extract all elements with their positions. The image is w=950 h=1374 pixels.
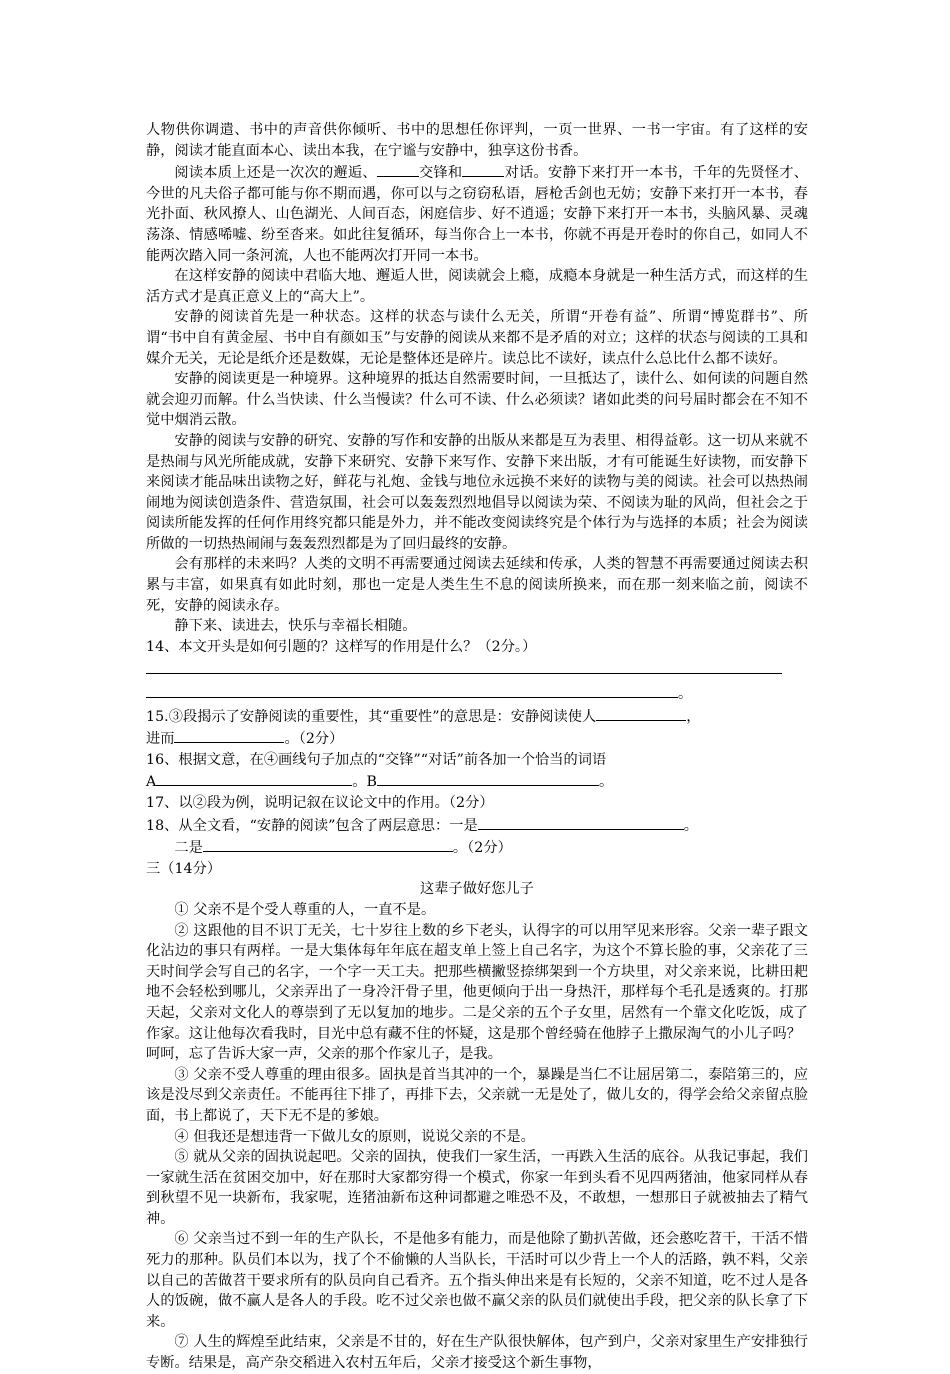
answer-line-14 (146, 657, 808, 681)
answer-line (146, 681, 678, 698)
essay-paragraph-9: 会有那样的未来吗？人类的文明不再需要通过阅读去延续和传承，人类的智慧不再需要通过阅读去积累与丰富，如果真有如此时刻，那也一定是人类生生不息的阅读所换来，而在那一刻来临之前，阅读不死，安静的阅读永存。 (146, 556, 808, 614)
answer-line-14b (146, 681, 808, 705)
question-15-score: 。（2分） (284, 731, 344, 748)
answer-line (146, 657, 782, 674)
story-paragraph-2: ② 这跟他的目不识丁无关，七十岁往上数的乡下老头，认得字的可以用罕见来形容。父亲一辈子跟文化沾边的事只有两样。一是大集体每年年底在超支单上签上自己名字，为这个不算长脸的事，父亲花了三天时间学会写自己的名字，一个字一天工夫。把那些横撇竖捺绑架到一个方块里，对父亲来说，比耕田耙地不会轻松到哪儿，父亲弄出了一身冷汗骨子里，他更倾向于出一身热汗，那样每个毛孔是透爽的。打那天起，父亲对文化人的尊崇到了无以复加的地步。二是父亲的五个子女里，居然有一个靠文化吃饭，成了作家。这让他每次看我时，目光中总有藏不住的怀疑，这是那个曾经骑在他脖子上撒尿淘气的小儿子吗？ (146, 922, 808, 1042)
option-a-label: A (146, 774, 157, 791)
period: 。 (599, 774, 614, 791)
question-16-answers (146, 770, 808, 793)
answer-blank-a (156, 770, 352, 786)
answer-blank (174, 727, 284, 743)
question-18-lead: 二是 (174, 840, 203, 857)
story-paragraph-7: ⑦ 人生的辉煌至此结束，父亲是不甘的，好在生产队很快解体，包产到户，父亲对家里生产安排独行专断。结果是，高产杂交稻进入农村五年后，父亲才接受这个新生事物， (146, 1334, 808, 1372)
essay-paragraph-4 (146, 161, 808, 266)
question-18-second (146, 836, 808, 859)
question-16: 16、根据文意，在④画线句子加点的“交锋”“对话”前各加一个恰当的词语 (146, 751, 607, 768)
document-page (146, 120, 808, 1374)
period: 。 (683, 817, 698, 834)
essay-paragraph-5: 在这样安静的阅读中君临大地、邂逅人世，阅读就会上瘾，成瘾本身就是一种生活方式，而这样的生活方式才是真正意义上的“高大上”。 (146, 268, 808, 305)
essay-paragraph-intro: 人物供你调遣、书中的声音供你倾听、书中的思想任你评判，一页一世界、一书一宇宙。有了这样的安静，阅读才能直面本心、读出本我，在宁谧与安静中，独享这份书香。 (146, 122, 808, 159)
essay-paragraph-4-end: 对话。安静下来打开一本书，千年的先贤怪才、今世的凡夫俗子都可能与你不期而遇，你可以与之窃窃私语，唇枪舌剑也无妨；安静下来打开一本书，春光扑面、秋风撩人、山色湖光、人间百态，闲庭信步、好不逍遥；安静下来打开一本书，头脑风暴、灵魂荡涤、情感唏嘘、纷至沓来。如此往复循环，每当你合上一本书，你就不再是开卷时的你自己，如同人不能两次踏入同一条河流，人也不能两次打开同一本书。 (146, 165, 808, 264)
essay-paragraph-4-start: 阅读本质上还是一次次的邂逅、 (174, 165, 377, 182)
question-15-text: 15.③段揭示了安静阅读的重要性，其“重要性”的意思是：安静阅读使人 (146, 708, 597, 725)
story-paragraph-4: ④ 但我还是想违背一下做儿女的原则，说说父亲的不是。 (174, 1128, 535, 1145)
answer-blank-b (377, 770, 599, 786)
option-b-label: 。B (352, 774, 378, 791)
answer-blank (203, 836, 453, 852)
story-paragraph-2b: 呵呵，忘了告诉大家一声，父亲的那个作家儿子，是我。 (146, 1046, 502, 1063)
essay-paragraph-10: 静下来、读进去，快乐与幸福长相随。 (174, 618, 417, 635)
question-17: 17、以②段为例，说明记叙在议论文中的作用。（2分） (146, 795, 494, 811)
blank-line (377, 161, 419, 177)
essay-paragraph-8: 安静的阅读与安静的研究、安静的写作和安静的出版从来都是互为表里、相得益彰。这一切从来就不是热闹与风光所能成就，安静下来研究、安静下来写作、安静下来出版，才有可能诞生好读物，而安静下来阅读才能品味出读物之好，鲜花与礼炮、金钱与地位永远换不来好的读物与美的阅读。社会可以热热闹闹地为阅读创造条件、营造氛围，社会可以轰轰烈烈地倡导以阅读为荣、不阅读为耻的风尚，但社会之于阅读所能发挥的任何作用终究都只能是外力，并不能改变阅读终究是个体行为与选择的本质；社会为阅读所做的一切热热闹闹与轰轰烈烈都是为了回归最终的安静。 (146, 432, 808, 552)
story-paragraph-5: ⑤ 就从父亲的固执说起吧。父亲的固执，使我们一家生活，一再跌入生活的底谷。从我记事起，我们一家就生活在贫困交加中，好在那时大家都穷得一个模式，你家一年到头看不见四两猪油，他家同样从春到秋望不见一块新布，我家呢，连猪油新布这种词都避之唯恐不及，不敢想，一想那日子就被抽去了精气神。 (146, 1149, 808, 1227)
section-3-heading: 三（14分） (146, 860, 222, 877)
story-paragraph-3: ③ 父亲不受人尊重的理由很多。固执是首当其冲的一个，暴躁是当仁不让屈居第二，泰陪第三的，应该是没尽到父亲责任。不能再往下排了，再排下去，父亲就一无是处了，做儿女的，得学会给父亲留点脸面，书上都说了，天下无不是的爹娘。 (146, 1066, 808, 1124)
essay-paragraph-7: 安静的阅读更是一种境界。这种境界的抵达自然需要时间，一旦抵达了，读什么、如何读的问题自然就会迎刃而解。什么当快读、什么当慢读？什么可不读、什么必须读？诸如此类的问号届时都会在不知不觉中烟消云散。 (146, 371, 808, 429)
question-14: 14、本文开头是如何引题的？这样写的作用是什么？（2分。） (146, 638, 537, 655)
story-title: 这辈子做好您儿子 (420, 881, 534, 898)
essay-paragraph-6: 安静的阅读首先是一种状态。这样的状态与读什么无关，所谓“开卷有益”、所谓“博览群书”、所谓“书中自有黄金屋、书中自有颜如玉”与安静的阅读从来都不是矛盾的对立；这样的状态与阅读的工具和媒介无关，无论是纸介还是数媒，无论是整体还是碎片。读总比不读好，读点什么总比什么都不读好。 (146, 309, 808, 367)
question-15-cont (146, 727, 808, 750)
answer-blank (596, 705, 686, 721)
answer-blank (478, 814, 684, 830)
story-paragraph-1: ① 父亲不是个受人尊重的人，一直不是。 (174, 901, 436, 918)
blank-line (462, 161, 504, 177)
question-15 (146, 705, 808, 728)
period: 。 (678, 686, 693, 703)
comma: ， (686, 708, 701, 725)
essay-paragraph-4-mid: 交锋和 (418, 165, 463, 182)
question-18-text: 18、从全文看，“安静的阅读”包含了两层意思：一是 (146, 817, 478, 834)
question-15-lead: 进而 (146, 731, 175, 748)
story-paragraph-6: ⑥ 父亲当过不到一年的生产队长，不是他多有能力，而是他除了勤扒苦做，还会憨吃苕干，干活不惜死力的那种。队员们本以为，找了个不偷懒的人当队长，干活时可以少背上一个人的活路，孰不料，父亲以自己的苦做苕干要求所有的队员向自己看齐。五个指头伸出来是有长短的，父亲不知道，吃不过人是各人的饭碗，做不赢人是各人的手段。吃不过父亲也做不赢父亲的队员们就使出手段，把父亲的队长拿了下来。 (146, 1231, 808, 1330)
question-18-score: 。（2分） (452, 840, 512, 857)
question-18 (146, 814, 808, 837)
